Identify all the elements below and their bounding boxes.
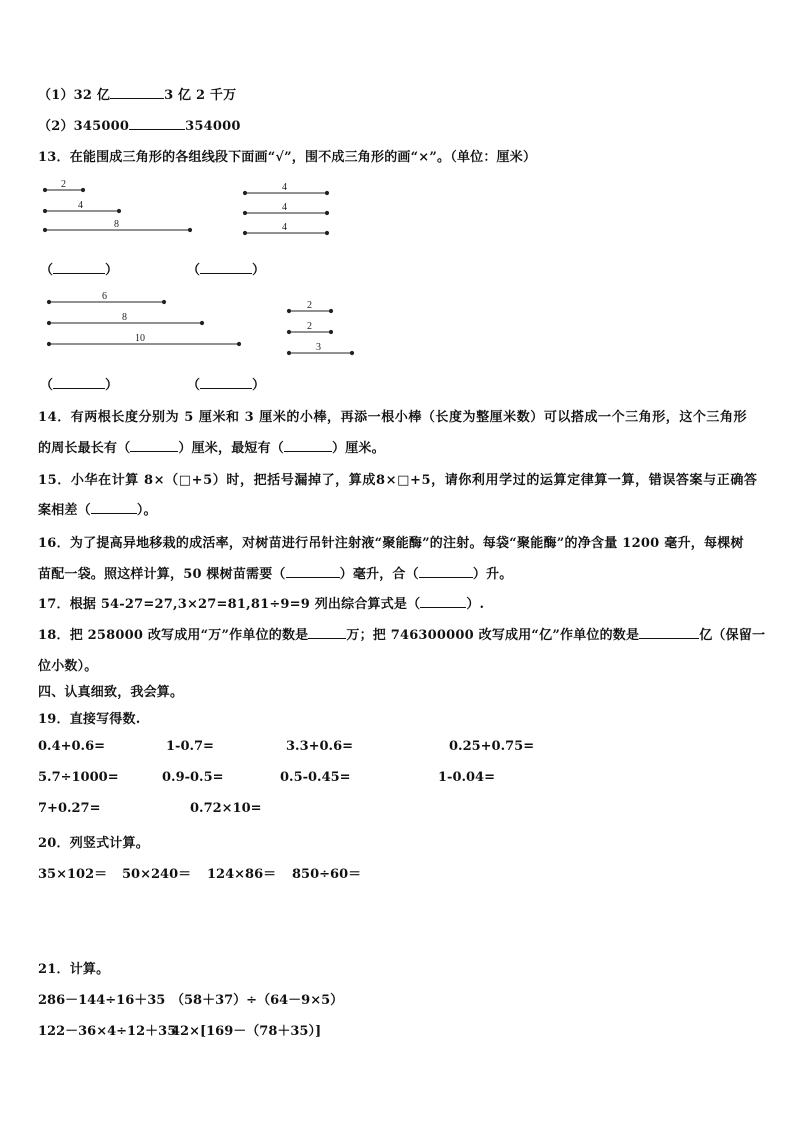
calc-item: 1-0.04=	[438, 770, 495, 785]
segment-endpoint	[350, 351, 353, 354]
segment-label: 2	[307, 300, 312, 311]
segment-endpoint	[243, 191, 246, 194]
segment-endpoint	[325, 211, 328, 214]
segment-endpoint	[325, 191, 328, 194]
segment-endpoint	[243, 231, 246, 234]
calc-item: 35×102＝	[38, 867, 108, 882]
q16-line2: 苗配一袋。照这样计算，50 棵树苗需要（ ）毫升，合（ ）升。	[38, 567, 513, 582]
segment-endpoint	[325, 231, 328, 234]
q14-line2: 的周长最长有（ ）厘米，最短有（ ）厘米。	[38, 441, 385, 456]
segment-endpoint	[162, 300, 165, 303]
calc-item: 286－144÷16＋35	[38, 993, 166, 1008]
answer-blank[interactable]	[130, 439, 178, 452]
answer-blank[interactable]	[286, 565, 340, 578]
answer-blank[interactable]	[91, 501, 137, 514]
segment-endpoint	[47, 342, 50, 345]
segment-endpoint	[329, 330, 332, 333]
q12-item2: （2）345000 354000	[38, 119, 241, 134]
q20-title: 20．列竖式计算。	[38, 836, 149, 851]
calc-item: 5.7÷1000=	[38, 770, 119, 785]
section-heading: 四、认真细致，我会算。	[38, 685, 184, 700]
answer-blank[interactable]	[419, 565, 473, 578]
q14-line1: 14．有两根长度分别为 5 厘米和 3 厘米的小棒，再添一根小棒（长度为整厘米数）可以搭成一个三角形，这个三角形	[38, 410, 748, 425]
answer-blank[interactable]	[639, 626, 699, 639]
segment-endpoint	[117, 209, 120, 212]
segment-label: 8	[122, 312, 127, 323]
answer-paren-1[interactable]: （ ）	[40, 263, 119, 278]
calc-item: 50×240＝	[122, 867, 192, 882]
segment-endpoint	[47, 321, 50, 324]
segment-label: 10	[135, 333, 145, 344]
segment-endpoint	[329, 309, 332, 312]
answer-blank[interactable]	[284, 439, 332, 452]
segment-endpoint	[43, 209, 46, 212]
segment-endpoint	[237, 342, 240, 345]
calc-item: 0.72×10=	[190, 801, 262, 816]
segment-endpoint	[81, 188, 84, 191]
q18-line1: 18．把 258000 改写成用“万”作单位的数是 万；把 746300000 改写成用“亿”作单位的数是 亿（保留一	[38, 628, 766, 643]
answer-blank[interactable]	[53, 261, 105, 274]
segment-label: 2	[307, 321, 312, 332]
answer-blank[interactable]	[308, 626, 346, 639]
q15-line2: 案相差（ ）。	[38, 503, 157, 518]
segment-endpoint	[43, 228, 46, 231]
segment-label: 8	[114, 219, 119, 230]
segment-endpoint	[43, 188, 46, 191]
q18-line2: 位小数）。	[38, 659, 98, 674]
q13-text: 13．在能围成三角形的各组线段下面画“√”，围不成三角形的画“×”。（单位：厘米）	[38, 150, 537, 165]
segment-endpoint	[188, 228, 191, 231]
segment-label: 6	[102, 291, 107, 302]
segment-endpoint	[200, 321, 203, 324]
segment-endpoint	[287, 351, 290, 354]
segment-label: 4	[282, 182, 287, 193]
answer-blank[interactable]	[53, 376, 105, 389]
answer-paren-2[interactable]: （ ）	[187, 263, 266, 278]
calc-item: 122－36×4÷12＋35	[38, 1024, 177, 1039]
calc-item: 3.3+0.6=	[286, 739, 354, 754]
calc-item: 42×[169－（78＋35）]	[171, 1024, 322, 1039]
segment-label: 2	[61, 179, 66, 190]
q15-line1: 15．小华在计算 8×（□+5）时，把括号漏掉了，算成8×□+5，请你利用学过的运算定律算一算，错误答案与正确答	[38, 473, 758, 488]
segment-endpoint	[243, 211, 246, 214]
answer-blank[interactable]	[200, 261, 252, 274]
segment-endpoint	[287, 330, 290, 333]
calc-item: （58＋37）÷（64－9×5）	[171, 993, 344, 1008]
calc-item: 0.4+0.6=	[38, 739, 106, 754]
answer-paren-3[interactable]: （ ）	[40, 378, 119, 393]
segment-endpoint	[47, 300, 50, 303]
calc-item: 1-0.7=	[166, 739, 214, 754]
answer-paren-4[interactable]: （ ）	[187, 378, 266, 393]
q12-item1: （1）32 亿 3 亿 2 千万	[38, 88, 237, 103]
q16-line1: 16．为了提高异地移栽的成活率，对树苗进行吊针注射液“聚能酶”的注射。每袋“聚能酶”的净含量 1200 毫升，每棵树	[38, 536, 744, 551]
segment-endpoint	[287, 309, 290, 312]
answer-blank[interactable]	[420, 595, 466, 608]
answer-blank[interactable]	[200, 376, 252, 389]
q17-line: 17．根据 54-27=27,3×27=81,81÷9=9 列出综合算式是（ ）.	[38, 597, 485, 612]
calc-item: 124×86＝	[207, 867, 277, 882]
calc-item: 850÷60＝	[292, 867, 362, 882]
segment-label: 3	[316, 342, 321, 353]
calc-item: 0.25+0.75=	[449, 739, 535, 754]
segment-label: 4	[282, 222, 287, 233]
calc-item: 7+0.27=	[38, 801, 101, 816]
q21-title: 21．计算。	[38, 962, 110, 977]
segment-label: 4	[78, 200, 83, 211]
segment-label: 4	[282, 202, 287, 213]
calc-item: 0.5-0.45=	[280, 770, 351, 785]
q19-title: 19．直接写得数.	[38, 712, 141, 727]
calc-item: 0.9-0.5=	[162, 770, 224, 785]
